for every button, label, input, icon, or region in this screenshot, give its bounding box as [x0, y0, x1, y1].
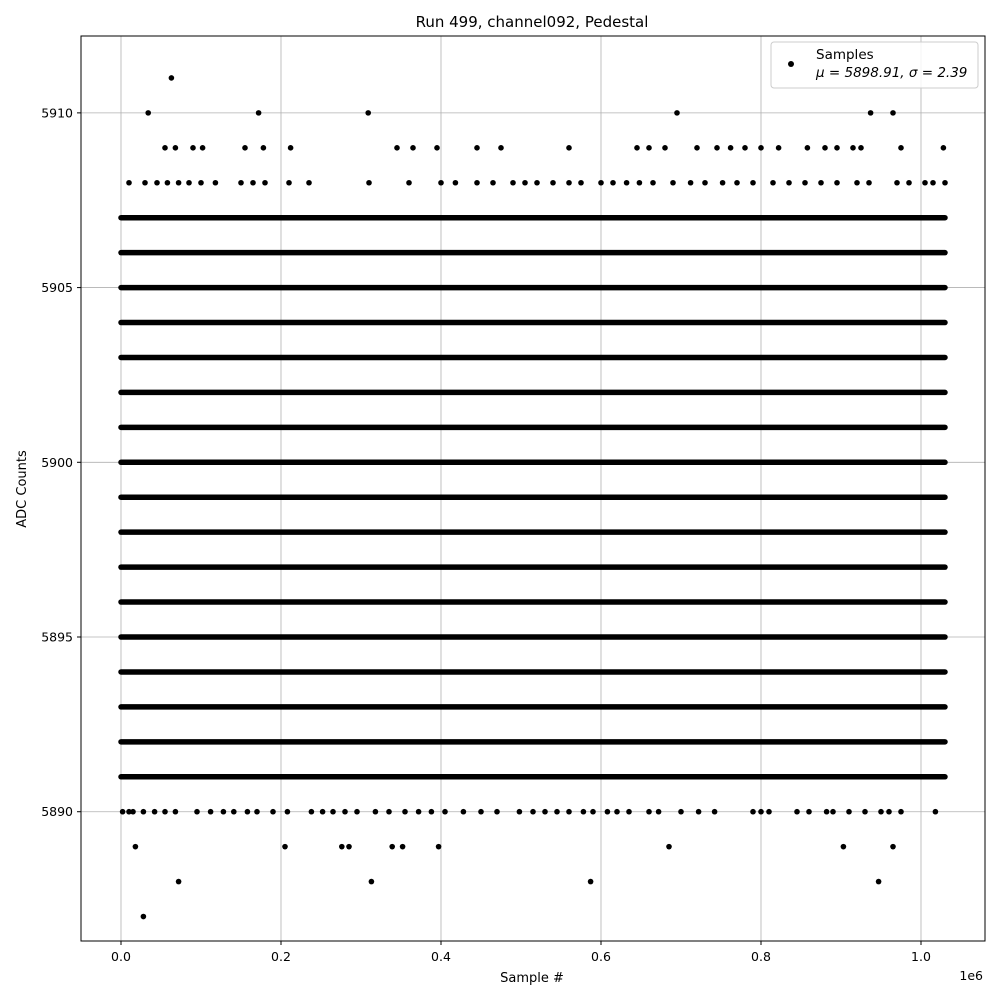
sample-point [598, 180, 604, 186]
sample-point [474, 145, 480, 151]
sample-point [285, 809, 291, 815]
sample-point [330, 809, 336, 815]
sample-point [165, 180, 171, 186]
sample-point [862, 809, 868, 815]
sample-point [517, 809, 523, 815]
sample-point [898, 145, 904, 151]
sample-point [637, 180, 643, 186]
sample-point [566, 180, 572, 186]
sample-point [678, 809, 684, 815]
sample-point [822, 145, 828, 151]
x-tick-label: 0.2 [271, 949, 291, 964]
sample-point [346, 844, 352, 850]
sample-point [922, 180, 928, 186]
y-tick-label: 5905 [41, 280, 73, 296]
sample-point [416, 809, 422, 815]
sample-point [365, 110, 371, 116]
sample-point [802, 180, 808, 186]
sample-point [578, 180, 584, 186]
x-tick-label: 0.6 [591, 949, 611, 964]
sample-point [846, 809, 852, 815]
sample-point [766, 809, 772, 815]
sample-point [270, 809, 276, 815]
sample-point [850, 145, 856, 151]
y-tick-label: 5900 [41, 454, 73, 470]
sample-point [750, 809, 756, 815]
sample-point [656, 809, 662, 815]
sample-point [834, 145, 840, 151]
sample-point [438, 180, 444, 186]
sample-point [213, 180, 219, 186]
sample-point [261, 145, 267, 151]
sample-point [566, 809, 572, 815]
sample-point [133, 844, 139, 850]
sample-point [442, 809, 448, 815]
sample-point [245, 809, 251, 815]
sample-point [894, 180, 900, 186]
sample-point [394, 145, 400, 151]
sample-point [694, 145, 700, 151]
sample-point [554, 809, 560, 815]
sample-point [461, 809, 467, 815]
sample-point [141, 809, 147, 815]
sample-point [806, 809, 812, 815]
sample-point [490, 180, 496, 186]
sample-point [474, 180, 480, 186]
sample-point [550, 180, 556, 186]
sample-point [498, 145, 504, 151]
sample-point [696, 809, 702, 815]
legend-marker [788, 61, 794, 67]
sample-point [154, 180, 160, 186]
sample-point [614, 809, 620, 815]
sample-point [662, 145, 668, 151]
sample-point [282, 844, 288, 850]
sample-point [581, 809, 587, 815]
sample-point [221, 809, 227, 815]
sample-point [890, 844, 896, 850]
sample-point [750, 180, 756, 186]
sample-point [818, 180, 824, 186]
sample-point [142, 180, 148, 186]
sample-point [588, 879, 594, 885]
sample-point [386, 809, 392, 815]
x-axis-offset-label: 1e6 [959, 968, 983, 983]
sample-point [734, 180, 740, 186]
sample-point [720, 180, 726, 186]
sample-point [256, 110, 262, 116]
sample-point [824, 809, 830, 815]
sample-point [878, 809, 884, 815]
sample-point [389, 844, 395, 850]
sample-point [624, 180, 630, 186]
sample-point [406, 180, 412, 186]
sample-point [605, 809, 611, 815]
sample-point [410, 145, 416, 151]
x-tick-label: 0.4 [431, 949, 451, 964]
sample-point [794, 809, 800, 815]
sample-point [162, 809, 168, 815]
x-tick-label: 0.0 [111, 949, 131, 964]
sample-point [634, 145, 640, 151]
sample-point [366, 180, 372, 186]
sample-point [834, 180, 840, 186]
sample-point [242, 145, 248, 151]
sample-point [262, 180, 268, 186]
sample-point [339, 844, 345, 850]
y-tick-label: 5890 [41, 804, 73, 820]
sample-point [198, 180, 204, 186]
sample-point [786, 180, 792, 186]
sample-point [670, 180, 676, 186]
legend-series-name: Samples [816, 47, 874, 63]
sample-point [238, 180, 244, 186]
sample-point [162, 145, 168, 151]
sample-point [674, 110, 680, 116]
sample-point [373, 809, 379, 815]
sample-point [342, 809, 348, 815]
y-axis-label: ADC Counts [15, 450, 30, 528]
y-tick-label: 5895 [41, 629, 73, 645]
sample-point [770, 180, 776, 186]
sample-point [434, 145, 440, 151]
sample-point [854, 180, 860, 186]
sample-point [590, 809, 596, 815]
sample-point [566, 145, 572, 151]
sample-point [646, 809, 652, 815]
sample-point [436, 844, 442, 850]
sample-point [250, 180, 256, 186]
sample-point [126, 180, 132, 186]
sample-point [194, 809, 200, 815]
sample-point [858, 145, 864, 151]
sample-point [173, 145, 179, 151]
x-axis-label: Sample # [500, 971, 564, 986]
sample-point [942, 180, 948, 186]
sample-point [231, 809, 237, 815]
sample-point [906, 180, 912, 186]
sample-point [429, 809, 435, 815]
sample-point [542, 809, 548, 815]
legend-series-stats: μ = 5898.91, σ = 2.39 [816, 65, 968, 81]
sample-point [890, 110, 896, 116]
sample-point [534, 180, 540, 186]
sample-point [145, 110, 151, 116]
x-tick-label: 1.0 [911, 949, 931, 964]
sample-point [400, 844, 406, 850]
sample-point [666, 844, 672, 850]
sample-point [626, 809, 632, 815]
sample-point [610, 180, 616, 186]
sample-point [190, 145, 196, 151]
sample-point [876, 879, 882, 885]
sample-point [169, 75, 175, 81]
sample-point [742, 145, 748, 151]
sample-point [254, 809, 260, 815]
x-tick-label: 0.8 [751, 949, 771, 964]
y-tick-label: 5910 [41, 105, 73, 121]
sample-point [152, 809, 158, 815]
sample-point [941, 145, 947, 151]
sample-point [120, 809, 126, 815]
sample-point [712, 809, 718, 815]
sample-point [933, 809, 939, 815]
sample-point [714, 145, 720, 151]
sample-point [758, 145, 764, 151]
sample-point [886, 809, 892, 815]
sample-point [288, 145, 294, 151]
sample-point [453, 180, 459, 186]
sample-point [830, 809, 836, 815]
sample-point [130, 809, 136, 815]
sample-point [758, 809, 764, 815]
legend [771, 42, 978, 88]
sample-point [776, 145, 782, 151]
sample-point [176, 879, 182, 885]
sample-point [478, 809, 484, 815]
sample-point [173, 809, 179, 815]
sample-point [494, 809, 500, 815]
sample-point [728, 145, 734, 151]
sample-point [650, 180, 656, 186]
sample-point [868, 110, 874, 116]
sample-point [402, 809, 408, 815]
sample-point [898, 809, 904, 815]
sample-point [702, 180, 708, 186]
sample-point [186, 180, 192, 186]
sample-point [208, 809, 214, 815]
sample-point [309, 809, 315, 815]
sample-point [866, 180, 872, 186]
sample-point [369, 879, 375, 885]
sample-point [176, 180, 182, 186]
sample-point [200, 145, 206, 151]
sample-point [286, 180, 292, 186]
sample-point [510, 180, 516, 186]
chart-title: Run 499, channel092, Pedestal [415, 13, 649, 31]
sample-point [805, 145, 811, 151]
sample-point [306, 180, 312, 186]
sample-point [530, 809, 536, 815]
sample-point [522, 180, 528, 186]
sample-point [646, 145, 652, 151]
sample-point [930, 180, 936, 186]
sample-point [141, 914, 147, 920]
sample-point [354, 809, 360, 815]
sample-point [320, 809, 326, 815]
sample-point [688, 180, 694, 186]
sample-point [841, 844, 847, 850]
